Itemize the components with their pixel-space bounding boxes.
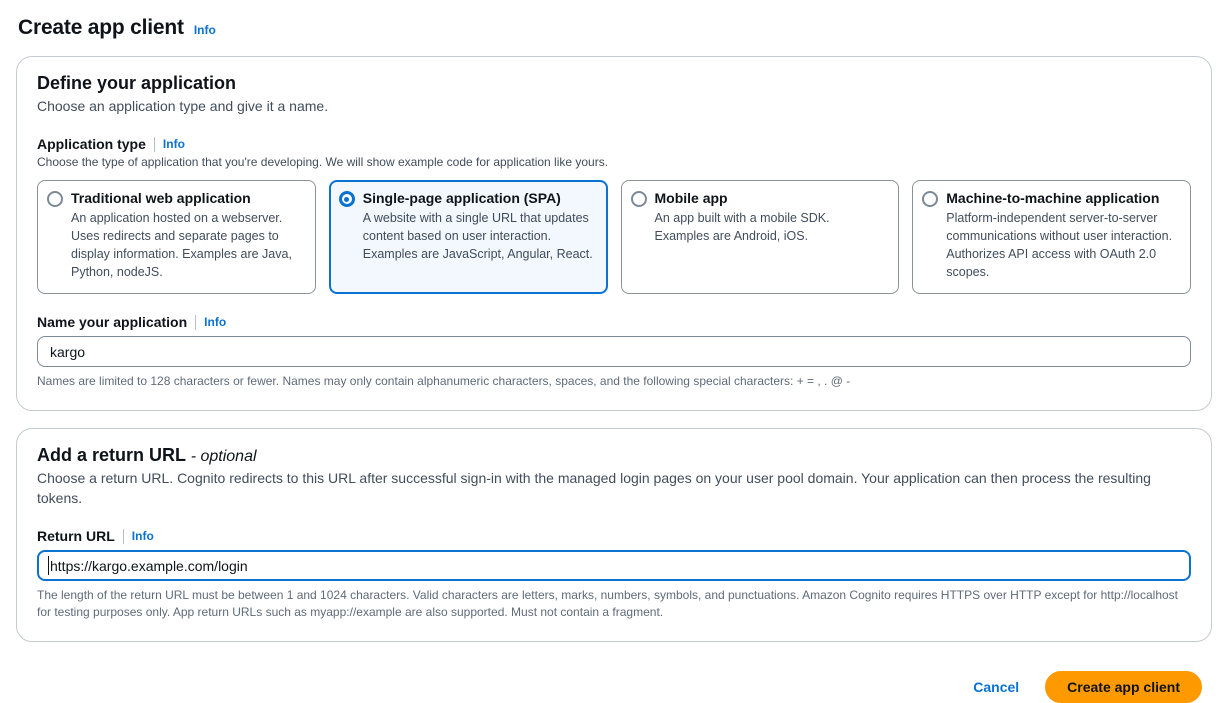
app-name-input[interactable] bbox=[37, 336, 1191, 367]
define-application-subtitle: Choose an application type and give it a name. bbox=[37, 98, 329, 114]
app-type-option-mobile[interactable] bbox=[621, 180, 900, 294]
return-url-input[interactable] bbox=[37, 550, 1191, 581]
return-url-description: Choose a return URL. Cognito redirects to this URL after successful sign-in with the managed login pages on your user pool domain. Your application can then process the resulting tokens. bbox=[37, 470, 1151, 506]
page-header bbox=[18, 16, 1212, 40]
tile-description: Platform-independent server-to-server communications without user interaction. Authorizes API access with OAuth 2.0 scopes. bbox=[946, 211, 1173, 279]
tile-title: Machine-to-machine application bbox=[946, 190, 1160, 206]
page-title: Create app client bbox=[18, 16, 184, 39]
tile-description: An app built with a mobile SDK. Examples are Android, iOS. bbox=[654, 211, 830, 243]
radio-unselected-icon[interactable] bbox=[922, 191, 938, 207]
radio-selected-icon[interactable] bbox=[339, 191, 355, 207]
label-divider bbox=[154, 137, 155, 152]
cancel-button[interactable]: Cancel bbox=[973, 679, 1020, 695]
form-actions bbox=[16, 659, 1212, 703]
return-url-info-link[interactable]: Info bbox=[131, 529, 154, 543]
app-type-option-machine-to-machine[interactable] bbox=[912, 180, 1191, 294]
app-type-option-traditional-web[interactable] bbox=[37, 180, 316, 294]
return-url-label-row bbox=[37, 528, 1191, 544]
application-type-label: Application type bbox=[37, 136, 146, 152]
define-application-card bbox=[16, 56, 1212, 411]
application-type-label-row bbox=[37, 136, 1191, 152]
define-application-title: Define your application bbox=[37, 73, 237, 93]
return-url-constraint-text: The length of the return URL must be between 1 and 1024 characters. Valid characters are letters, marks, numbers, symbols, and punctuations. Amazon Cognito requires HTTPS over HTTP except for http://localhost for testing purposes only. App return URLs such as myapp://example are also supported. Must not contain a fragment. bbox=[37, 588, 1179, 619]
application-type-description: Choose the type of application that you're developing. We will show example code for application like yours. bbox=[37, 155, 609, 169]
app-name-info-link[interactable]: Info bbox=[204, 315, 227, 329]
application-type-info-link[interactable]: Info bbox=[162, 137, 185, 151]
tile-description: An application hosted on a webserver. Uses redirects and separate pages to display information. Examples are Java, Python, nodeJS. bbox=[71, 211, 292, 279]
app-name-constraint-text: Names are limited to 128 characters or fewer. Names may only contain alphanumeric characters, spaces, and the following special characters: + = , . @ - bbox=[37, 374, 851, 388]
tile-description: A website with a single URL that updates content based on user interaction. Examples are JavaScript, Angular, React. bbox=[362, 211, 593, 261]
radio-unselected-icon[interactable] bbox=[631, 191, 647, 207]
return-url-label: Return URL bbox=[37, 528, 115, 544]
app-name-label: Name your application bbox=[37, 314, 188, 330]
return-url-title: Add a return URL - optional bbox=[37, 445, 257, 465]
tile-title: Traditional web application bbox=[71, 190, 251, 206]
application-type-options bbox=[37, 180, 1191, 294]
app-name-label-row bbox=[37, 314, 1191, 330]
page-title-info-link[interactable]: Info bbox=[193, 23, 216, 37]
tile-title: Single-page application (SPA) bbox=[362, 190, 561, 206]
return-url-card bbox=[16, 428, 1212, 642]
label-divider bbox=[123, 529, 124, 544]
optional-suffix: - optional bbox=[190, 448, 257, 465]
label-divider bbox=[195, 315, 196, 330]
radio-unselected-icon[interactable] bbox=[47, 191, 63, 207]
tile-title: Mobile app bbox=[654, 190, 728, 206]
app-type-option-spa[interactable] bbox=[329, 180, 608, 294]
text-cursor bbox=[48, 556, 49, 575]
create-app-client-button[interactable]: Create app client bbox=[1045, 671, 1202, 703]
